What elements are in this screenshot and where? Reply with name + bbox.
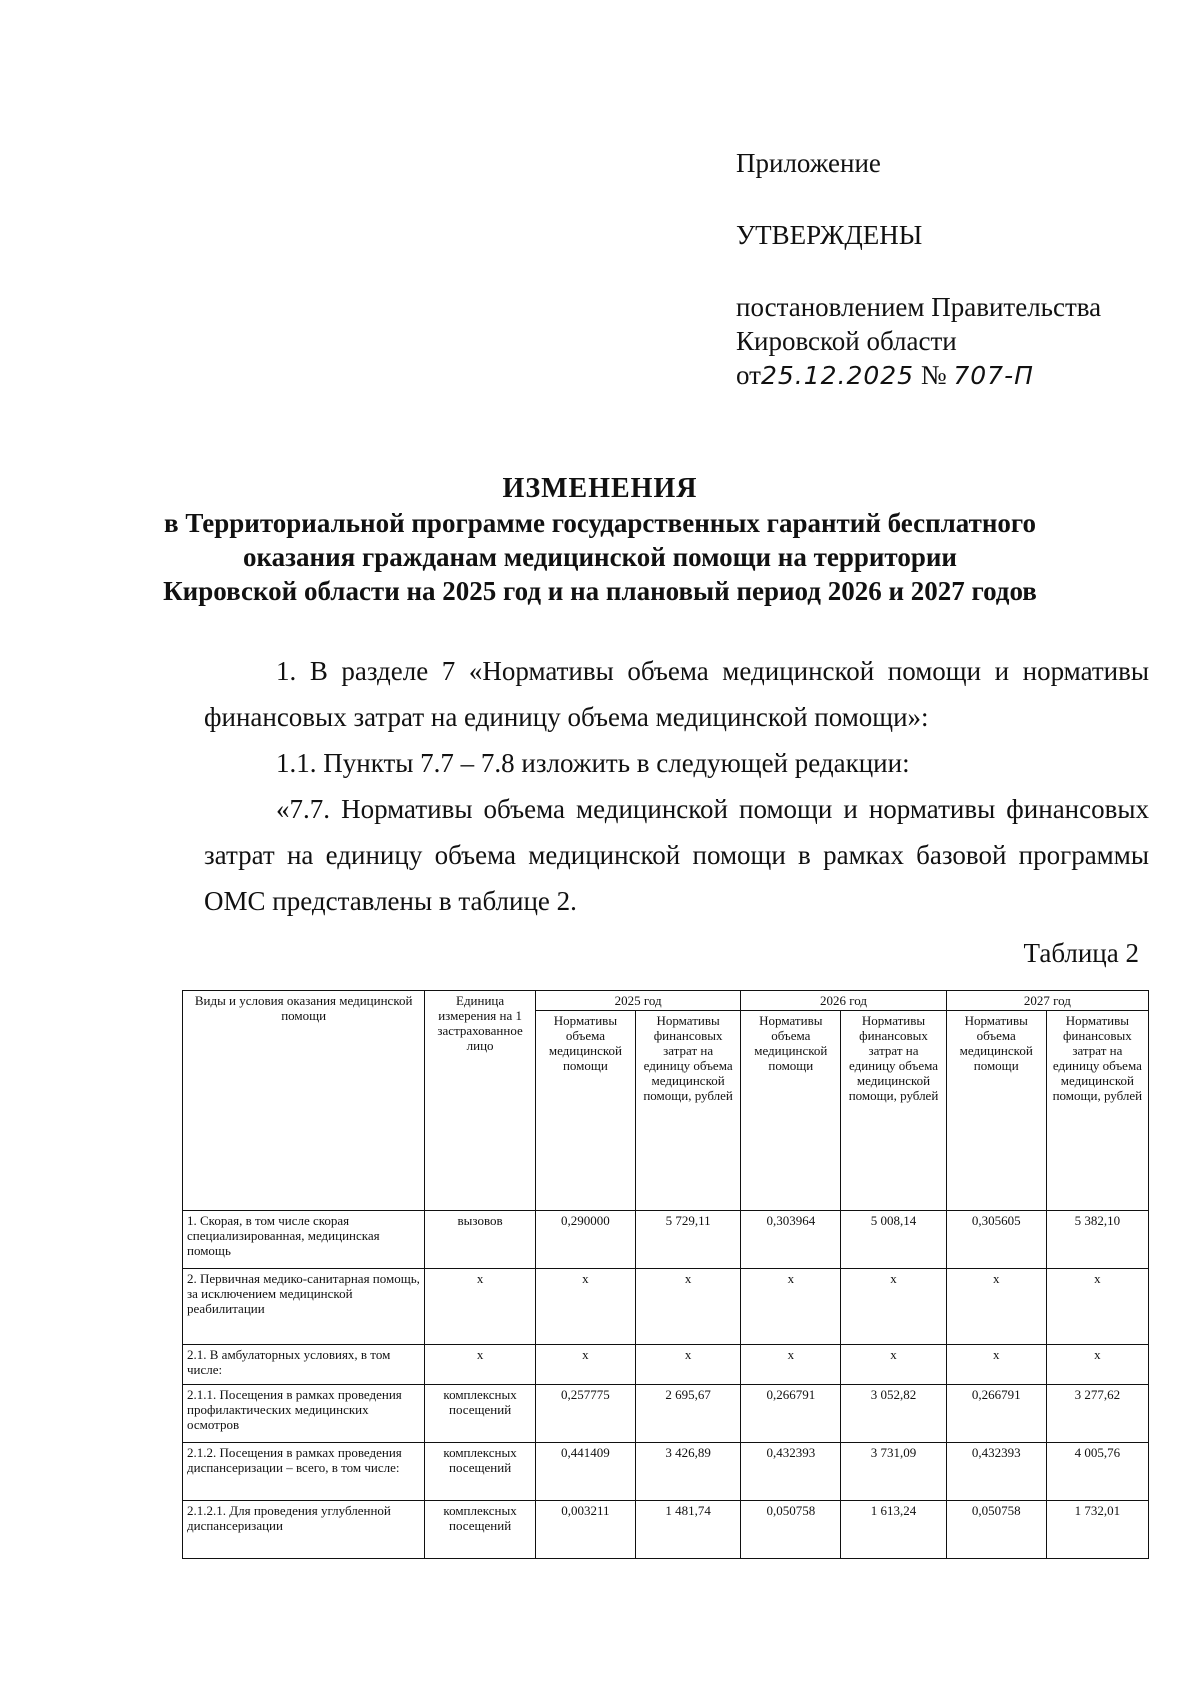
body-text [204,648,1149,924]
table-row [183,1501,1149,1559]
table-row [183,1385,1149,1443]
row-name: 2.1. В амбулаторных условиях, в том числе: [183,1345,425,1385]
row-name: 2.1.2. Посещения в рамках проведения диспансеризации – всего, в том числе: [183,1443,425,1501]
handwritten-number: 707-П [953,361,1034,390]
table-row [183,1443,1149,1501]
volume-2026: х [741,1345,841,1385]
date-prefix: от [736,360,761,390]
header-year-2025: 2025 год [535,991,740,1011]
title-main: ИЗМЕНЕНИЯ [502,473,698,504]
finance-2027: 3 277,62 [1046,1385,1148,1443]
document-title [0,472,1200,608]
finance-2026: 3 052,82 [841,1385,946,1443]
volume-2026: 0,266791 [741,1385,841,1443]
finance-2025: 5 729,11 [635,1211,740,1269]
volume-2025: 0,257775 [535,1385,635,1443]
table-row [183,1211,1149,1269]
finance-2026: 1 613,24 [841,1501,946,1559]
row-unit: вызовов [425,1211,536,1269]
finance-2026: х [841,1345,946,1385]
finance-2026: 3 731,09 [841,1443,946,1501]
appendix-label: Приложение [736,148,881,178]
finance-2025: 2 695,67 [635,1385,740,1443]
volume-2027: 0,432393 [946,1443,1046,1501]
row-unit: комплексных посещений [425,1385,536,1443]
finance-2025: 3 426,89 [635,1443,740,1501]
finance-2026: х [841,1269,946,1345]
header-volume-2025: Нормативы объема медицинской помощи [535,1011,635,1211]
header-year-2026: 2026 год [741,991,946,1011]
paragraph-3: «7.7. Нормативы объема медицинской помощи и нормативы финансовых затрат на единицу объема медицинской помощи в рамках базовой программы ОМС представлены в таблице 2. [204,794,1149,916]
finance-2026: 5 008,14 [841,1211,946,1269]
volume-2025: 0,441409 [535,1443,635,1501]
finance-2027: х [1046,1345,1148,1385]
approved-label: УТВЕРЖДЕНЫ [736,220,923,250]
volume-2025: 0,290000 [535,1211,635,1269]
volume-2025: 0,003211 [535,1501,635,1559]
title-line-3: Кировской области на 2025 год и на плановый период 2026 и 2027 годов [163,576,1037,606]
finance-2027: 1 732,01 [1046,1501,1148,1559]
header-year-2027: 2027 год [946,991,1148,1011]
header-finance-2025: Нормативы финансовых затрат на единицу объема медицинской помощи, рублей [635,1011,740,1211]
volume-2026: 0,432393 [741,1443,841,1501]
header-kind: Виды и условия оказания медицинской помощи [183,991,425,1211]
volume-2026: 0,050758 [741,1501,841,1559]
finance-2025: 1 481,74 [635,1501,740,1559]
finance-2027: 5 382,10 [1046,1211,1148,1269]
row-unit: комплексных посещений [425,1501,536,1559]
title-line-1: в Территориальной программе государственных гарантий бесплатного [163,508,1036,538]
appendix-block [736,146,1101,393]
finance-2027: 4 005,76 [1046,1443,1148,1501]
volume-2027: 0,266791 [946,1385,1046,1443]
finance-2025: х [635,1345,740,1385]
title-line-2: оказания гражданам медицинской помощи на территории [243,542,957,572]
header-finance-2026: Нормативы финансовых затрат на единицу объема медицинской помощи, рублей [841,1011,946,1211]
volume-2027: 0,050758 [946,1501,1046,1559]
row-name: 2. Первичная медико-санитарная помощь, за исключением медицинской реабилитации [183,1269,425,1345]
volume-2025: х [535,1269,635,1345]
row-name: 2.1.1. Посещения в рамках проведения профилактических медицинских осмотров [183,1385,425,1443]
volume-2027: 0,305605 [946,1211,1046,1269]
volume-2027: х [946,1345,1046,1385]
decree-line-1: постановлением Правительства [736,292,1102,322]
volume-2027: х [946,1269,1046,1345]
paragraph-1: 1. В разделе 7 «Нормативы объема медицинской помощи и нормативы финансовых затрат на единицу объема медицинской помощи»: [204,656,1149,732]
decree-line-2: Кировской области [736,326,957,356]
table-caption: Таблица 2 [1023,938,1139,968]
table-row [183,1269,1149,1345]
finance-2027: х [1046,1269,1148,1345]
decree-date-line [736,358,1101,393]
paragraph-2: 1.1. Пункты 7.7 – 7.8 изложить в следующей редакции: [276,748,910,778]
header-unit: Единица измерения на 1 застрахованное лицо [425,991,536,1211]
volume-2026: х [741,1269,841,1345]
finance-2025: х [635,1269,740,1345]
row-name: 1. Скорая, в том числе скорая специализированная, медицинская помощь [183,1211,425,1269]
header-volume-2026: Нормативы объема медицинской помощи [741,1011,841,1211]
header-volume-2027: Нормативы объема медицинской помощи [946,1011,1046,1211]
table-row [183,1345,1149,1385]
row-unit: комплексных посещений [425,1443,536,1501]
row-unit: х [425,1345,536,1385]
row-name: 2.1.2.1. Для проведения углубленной диспансеризации [183,1501,425,1559]
handwritten-date: 25.12.2025 [760,361,915,390]
volume-2026: 0,303964 [741,1211,841,1269]
norms-table [182,990,1149,1559]
number-sign: № [920,360,947,390]
row-unit: х [425,1269,536,1345]
volume-2025: х [535,1345,635,1385]
header-finance-2027: Нормативы финансовых затрат на единицу объема медицинской помощи, рублей [1046,1011,1148,1211]
